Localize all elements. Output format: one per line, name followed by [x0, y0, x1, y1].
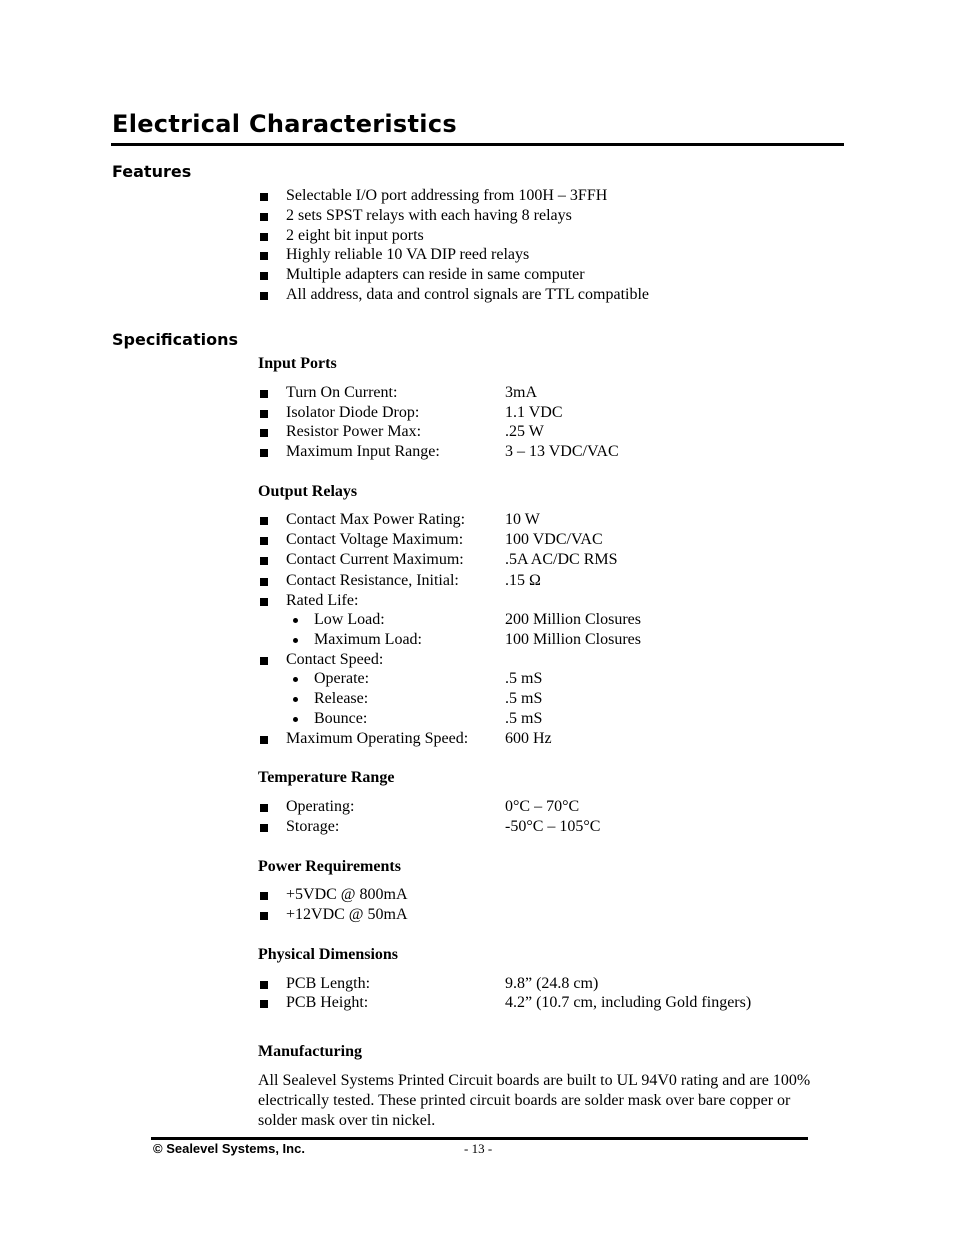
spec-label: +5VDC @ 800mA [286, 886, 408, 903]
spec-label: Contact Voltage Maximum: [286, 531, 464, 548]
feature-text: 2 sets SPST relays with each having 8 relays [286, 207, 572, 224]
square-bullet-icon [260, 892, 268, 900]
spec-value: .25 W [505, 423, 544, 440]
spec-label: Bounce: [314, 710, 368, 727]
square-bullet-icon [260, 598, 268, 606]
spec-label: Release: [314, 690, 369, 707]
square-bullet-icon [260, 252, 268, 260]
spec-value: .15 Ω [505, 572, 541, 589]
round-bullet-icon [293, 618, 298, 623]
spec-value: 3 – 13 VDC/VAC [505, 443, 619, 460]
manufacturing-heading: Manufacturing [258, 1043, 362, 1060]
spec-label: Turn On Current: [286, 384, 398, 401]
square-bullet-icon [260, 657, 268, 665]
spec-label: Maximum Operating Speed: [286, 730, 469, 747]
spec-value: 200 Million Closures [505, 611, 642, 628]
spec-label: +12VDC @ 50mA [286, 906, 408, 923]
spec-value: 0°C – 70°C [505, 798, 580, 815]
spec-value: .5 mS [505, 690, 543, 707]
square-bullet-icon [260, 193, 268, 201]
spec-value: 1.1 VDC [505, 404, 563, 421]
square-bullet-icon [260, 981, 268, 989]
footer-rule [151, 1137, 808, 1140]
footer-copyright: © Sealevel Systems, Inc. [153, 1141, 305, 1156]
temperature-range-heading: Temperature Range [258, 769, 395, 786]
square-bullet-icon [260, 213, 268, 221]
features-heading: Features [112, 162, 192, 181]
square-bullet-icon [260, 557, 268, 565]
spec-label: Isolator Diode Drop: [286, 404, 420, 421]
square-bullet-icon [260, 390, 268, 398]
square-bullet-icon [260, 824, 268, 832]
spec-value: .5A AC/DC RMS [505, 551, 618, 568]
spec-label: Contact Speed: [286, 651, 384, 668]
spec-label: Operate: [314, 670, 370, 687]
square-bullet-icon [260, 736, 268, 744]
round-bullet-icon [293, 717, 298, 722]
spec-label: Maximum Load: [314, 631, 422, 648]
spec-label: Contact Current Maximum: [286, 551, 464, 568]
spec-value: 100 Million Closures [505, 631, 642, 648]
spec-label: PCB Length: [286, 975, 371, 992]
spec-label: Operating: [286, 798, 355, 815]
spec-label: PCB Height: [286, 994, 369, 1011]
power-requirements-heading: Power Requirements [258, 858, 401, 875]
spec-label: Maximum Input Range: [286, 443, 440, 460]
square-bullet-icon [260, 1000, 268, 1008]
square-bullet-icon [260, 233, 268, 241]
round-bullet-icon [293, 697, 298, 702]
feature-text: All address, data and control signals are TTL compatible [286, 286, 649, 303]
square-bullet-icon [260, 429, 268, 437]
spec-value: 9.8” (24.8 cm) [505, 975, 599, 992]
feature-text: Highly reliable 10 VA DIP reed relays [286, 246, 530, 263]
spec-label: Low Load: [314, 611, 385, 628]
specifications-heading: Specifications [112, 330, 238, 349]
spec-value: .5 mS [505, 710, 543, 727]
spec-value: 100 VDC/VAC [505, 531, 603, 548]
square-bullet-icon [260, 292, 268, 300]
square-bullet-icon [260, 272, 268, 280]
output-relays-heading: Output Relays [258, 483, 358, 500]
square-bullet-icon [260, 804, 268, 812]
spec-label: Rated Life: [286, 592, 359, 609]
spec-label: Contact Max Power Rating: [286, 511, 466, 528]
spec-value: 3mA [505, 384, 537, 401]
spec-value: 10 W [505, 511, 540, 528]
square-bullet-icon [260, 517, 268, 525]
square-bullet-icon [260, 449, 268, 457]
spec-value: .5 mS [505, 670, 543, 687]
spec-label: Storage: [286, 818, 340, 835]
square-bullet-icon [260, 578, 268, 586]
feature-text: 2 eight bit input ports [286, 227, 424, 244]
spec-label: Contact Resistance, Initial: [286, 572, 459, 589]
feature-text: Selectable I/O port addressing from 100H – 3FFH [286, 187, 608, 204]
spec-value: 4.2” (10.7 cm, including Gold fingers) [505, 994, 752, 1011]
round-bullet-icon [293, 638, 298, 643]
title-rule [111, 143, 844, 146]
physical-dimensions-heading: Physical Dimensions [258, 946, 399, 963]
manufacturing-paragraph: All Sealevel Systems Printed Circuit boards are built to UL 94V0 rating and are 100% electrically tested. These printed circuit boards are solder mask over bare copper or solder mask over tin nickel. [258, 1072, 811, 1129]
page-number: - 13 - [464, 1141, 493, 1156]
spec-label: Resistor Power Max: [286, 423, 422, 440]
spec-value: 600 Hz [505, 730, 552, 747]
round-bullet-icon [293, 677, 298, 682]
page-title: Electrical Characteristics [112, 110, 457, 138]
square-bullet-icon [260, 537, 268, 545]
spec-value: -50°C – 105°C [505, 818, 601, 835]
square-bullet-icon [260, 912, 268, 920]
square-bullet-icon [260, 410, 268, 418]
input-ports-heading: Input Ports [258, 355, 337, 372]
feature-text: Multiple adapters can reside in same computer [286, 266, 585, 283]
